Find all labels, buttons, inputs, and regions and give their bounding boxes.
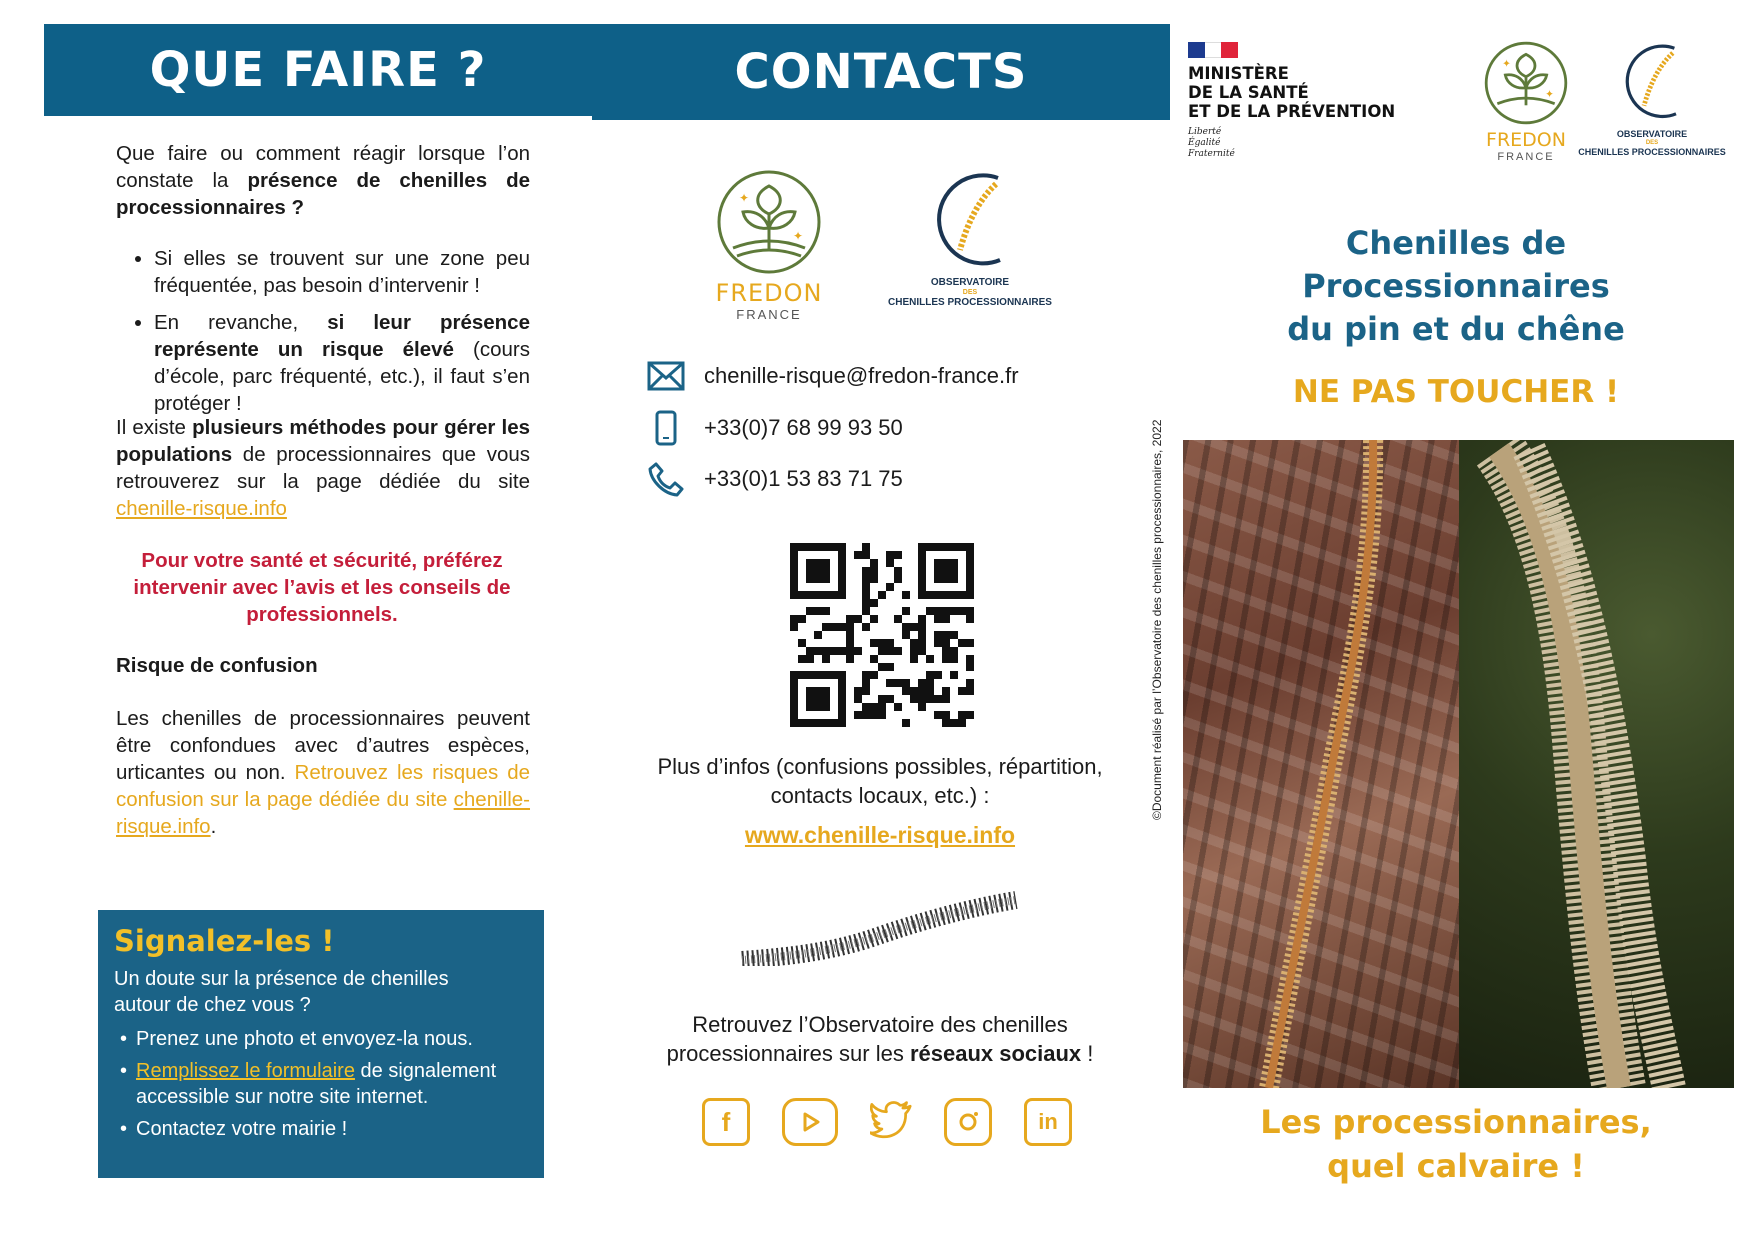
- website-link[interactable]: www.chenille-risque.info: [744, 822, 1016, 848]
- fredon-logo-small: [1476, 40, 1576, 163]
- email-row: [646, 358, 1019, 394]
- phone-row: [646, 461, 903, 497]
- signal-title: Signalez-les !: [114, 924, 335, 958]
- mobile-icon: [646, 410, 686, 446]
- observatoire-logo: [872, 166, 1068, 309]
- obs-line1-small: OBSERVATOIRE: [1616, 129, 1688, 139]
- fredon-name-small: FREDON: [1486, 129, 1566, 151]
- motto-liberte: Liberté: [1188, 127, 1222, 137]
- list-item: • Remplissez le formulaire de signalement accessible sur notre site internet.: [114, 1058, 528, 1110]
- obs-line2-small: DES: [1645, 140, 1659, 146]
- que-faire-title: QUE FAIRE ?: [149, 42, 487, 98]
- ministry-line3: ET DE LA PRÉVENTION: [1188, 102, 1396, 121]
- facebook-icon[interactable]: f: [702, 1098, 750, 1146]
- svg-text:✦: ✦: [1502, 59, 1511, 71]
- list-item: • Contactez votre mairie !: [114, 1116, 528, 1142]
- fredon-logo: [712, 168, 826, 322]
- obs-line3: CHENILLES PROCESSIONNAIRES: [888, 297, 1052, 308]
- list-item: • Si elles se trouvent sur une zone peu fréquentée, pas besoin d’intervenir !: [154, 245, 530, 299]
- obs-line3-small: CHENILLES PROCESSIONNAIRES: [1578, 147, 1726, 157]
- caterpillar-photo-oak: [1459, 440, 1734, 1088]
- fredon-sub: FRANCE: [736, 307, 802, 322]
- observatoire-emblem-icon: [920, 166, 1020, 272]
- qr-code-graphic: [790, 543, 974, 727]
- email-icon: [646, 358, 686, 394]
- qr-code[interactable]: [790, 543, 974, 727]
- signal-list: [114, 1026, 528, 1142]
- no-touch-warning: NE PAS TOUCHER !: [1292, 374, 1620, 410]
- observatoire-emblem-icon: [1612, 38, 1692, 124]
- intro-text: Que faire ou comment réagir lorsque l’on constate la: [116, 142, 530, 192]
- mobile-text[interactable]: +33(0)7 68 99 93 50: [704, 415, 903, 440]
- form-link[interactable]: Remplissez le formulaire: [136, 1060, 355, 1082]
- email-text[interactable]: chenille-risque@fredon-france.fr: [704, 363, 1019, 388]
- intro-paragraph: [116, 140, 530, 221]
- signal-box: [98, 910, 544, 1178]
- svg-text:✦: ✦: [793, 229, 804, 243]
- motto-fraternite: Fraternité: [1188, 149, 1235, 159]
- ministry-line1: MINISTÈRE: [1188, 64, 1289, 83]
- social-text: Retrouvez l’Observatoire des chenilles processionnaires sur les réseaux sociaux !: [666, 1012, 1094, 1066]
- mobile-row: [646, 410, 903, 446]
- svg-text:✦: ✦: [1545, 89, 1554, 101]
- signal-text: Un doute sur la présence de chenilles autour de chez vous ?: [114, 968, 449, 1016]
- fredon-emblem-icon: [715, 168, 823, 276]
- copyright-text: ©Document réalisé par l’Observatoire des chenilles processionnaires, 2022: [1150, 419, 1164, 820]
- confusion-title: Risque de confusion: [116, 654, 318, 677]
- obs-line2: DES: [962, 289, 978, 296]
- safety-warning: Pour votre santé et sécurité, préférez intervenir avec l’avis et les conseils de professionnels.: [133, 549, 511, 626]
- obs-line1: OBSERVATOIRE: [930, 277, 1010, 288]
- methods-link[interactable]: chenille-risque.info: [116, 497, 287, 520]
- caterpillar-illustration: [738, 886, 1020, 971]
- twitter-icon[interactable]: [870, 1098, 912, 1140]
- tagline: Les processionnaires, quel calvaire !: [1260, 1103, 1652, 1185]
- phone-icon: [646, 461, 686, 497]
- social-icons: [702, 1098, 1072, 1146]
- action-list: [116, 245, 530, 427]
- ministry-line2: DE LA SANTÉ: [1188, 83, 1309, 102]
- contacts-title: CONTACTS: [734, 44, 1028, 100]
- ministry-logo: [1188, 42, 1395, 160]
- marianne-flag-icon: [1188, 42, 1238, 58]
- confusion-paragraph: Les chenilles de processionnaires peuvent être confondues avec d’autres espèces, urticantes ou non. Retrouvez les risques de confusion sur la page dédiée du site chenille-risque.info.: [116, 707, 530, 838]
- list-item: • Prenez une photo et envoyez-la nous.: [114, 1026, 528, 1052]
- svg-text:✦: ✦: [739, 191, 750, 205]
- phone-text[interactable]: +33(0)1 53 83 71 75: [704, 466, 903, 491]
- youtube-icon[interactable]: [782, 1098, 838, 1146]
- intro-bold: présence de chenilles de processionnaires ?: [116, 169, 531, 219]
- que-faire-header: [44, 24, 592, 116]
- fredon-name: FREDON: [715, 279, 823, 307]
- instagram-icon[interactable]: [944, 1098, 992, 1146]
- linkedin-icon[interactable]: in: [1024, 1098, 1072, 1146]
- fredon-sub-small: FRANCE: [1497, 151, 1555, 163]
- caterpillar-photo-pine: [1183, 440, 1459, 1088]
- list-item: • En revanche, si leur présence représente un risque élevé (cours d’école, parc fréquenté, etc.), il faut s’en protéger !: [154, 309, 530, 417]
- brochure-title: Chenilles de Processionnaires du pin et du chêne: [1287, 224, 1625, 348]
- motto-egalite: Égalité: [1188, 138, 1221, 148]
- more-info-text: Plus d’infos (confusions possibles, répartition, contacts locaux, etc.) :: [657, 754, 1103, 808]
- contacts-header: [592, 24, 1170, 120]
- fredon-emblem-icon: [1483, 40, 1569, 126]
- confusion-link[interactable]: chenille-risque.info: [116, 788, 530, 838]
- observatoire-logo-small: [1572, 38, 1732, 158]
- methods-paragraph: Il existe plusieurs méthodes pour gérer les populations de processionnaires que vous retrouverez sur la page dédiée du site chenille-risque.info: [116, 416, 530, 520]
